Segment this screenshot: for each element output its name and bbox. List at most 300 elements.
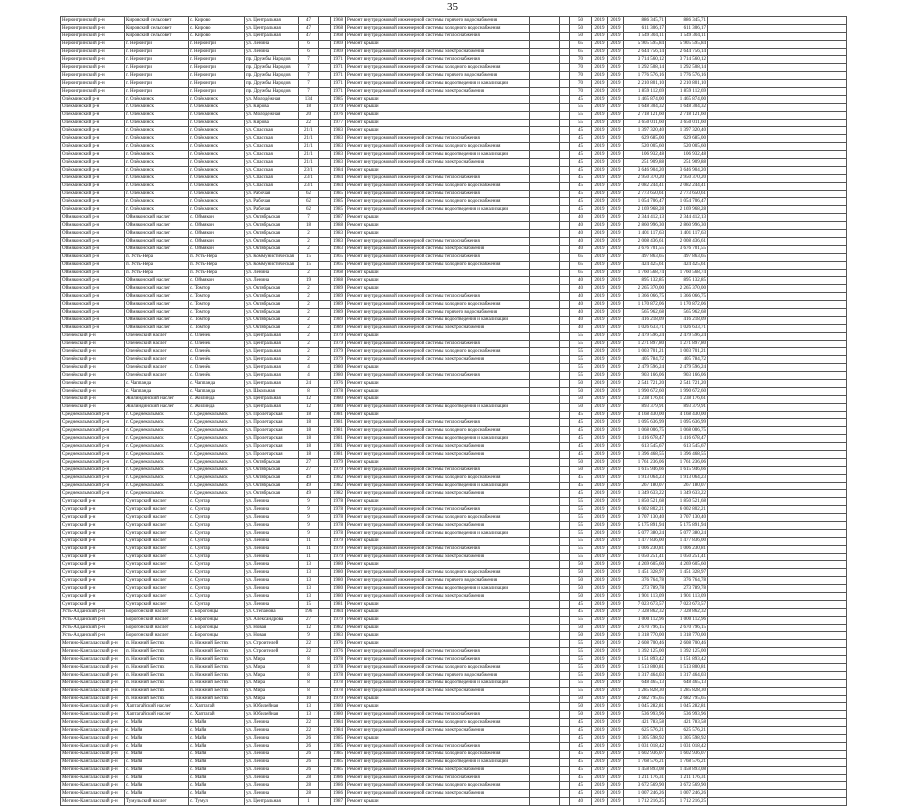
cell-col-9	[530, 585, 560, 593]
cell-cost-fund: 6 002 802,21	[666, 506, 708, 514]
cell-settlement: Оймяконский наслег	[125, 324, 189, 332]
cell-col-9	[530, 348, 560, 356]
cell-col-11: 50	[570, 395, 592, 403]
cell-settlement: г. Олёкминск	[125, 166, 189, 174]
cell-year-built: 1980	[331, 711, 346, 719]
cell-year-built: 1985	[331, 198, 346, 206]
cell-year-start: 2019	[592, 474, 608, 482]
cell-cost-fund: 2 479 596,24	[666, 332, 708, 340]
cell-year-end: 2019	[608, 119, 624, 127]
table-row	[61, 245, 847, 253]
cell-settlement: г. Олёкминск	[125, 95, 189, 103]
cell-col-10	[560, 56, 570, 64]
cell-col-11: 55	[570, 356, 592, 364]
cell-settlement: с. Майя	[125, 735, 189, 743]
cell-settlement: п. Нижний Бестях	[125, 640, 189, 648]
cell-cost-total: 1 285 828,30	[624, 687, 666, 695]
cell-settlement: Кировский сельсовет	[125, 32, 189, 40]
cell-cost-total: 1 151 893,42	[624, 656, 666, 664]
cell-street: ул. Центральная	[245, 17, 299, 25]
cell-municipal-district: Мегино-Кангаласский р-н	[61, 671, 125, 679]
cell-settlement: г. Нерюнгри	[125, 56, 189, 64]
cell-col-11: 55	[570, 529, 592, 537]
cell-col-16	[708, 119, 847, 127]
cell-col-11: 40	[570, 308, 592, 316]
cell-year-built: 1965	[331, 261, 346, 269]
cell-locality: с. Сунтар	[189, 522, 245, 530]
cell-year-built: 1983	[331, 230, 346, 238]
table-row	[61, 48, 847, 56]
cell-locality: с. Сунтар	[189, 585, 245, 593]
cell-cost-fund: 1 859 112,69	[666, 88, 708, 96]
cell-street: ул. Ленина	[245, 545, 299, 553]
cell-year-start: 2019	[592, 664, 608, 672]
table-row	[61, 671, 847, 679]
cell-col-16	[708, 537, 847, 545]
cell-settlement: Оймяконский наслег	[125, 222, 189, 230]
cell-year-built: 1980	[331, 585, 346, 593]
cell-col-9	[530, 56, 560, 64]
cell-building	[319, 151, 331, 159]
cell-col-9	[530, 40, 560, 48]
cell-col-10	[560, 135, 570, 143]
cell-house-number: 62	[299, 206, 319, 214]
cell-year-start: 2019	[592, 593, 608, 601]
cell-settlement: Сунтарский наслег	[125, 537, 189, 545]
cell-work-type: Ремонт внутридомовой инженерной системы теплоснабжения	[346, 32, 530, 40]
table-row	[61, 640, 847, 648]
cell-settlement: Сунтарский наслег	[125, 545, 189, 553]
cell-cost-total: 1 602 936,07	[624, 750, 666, 758]
cell-year-start: 2019	[592, 735, 608, 743]
cell-house-number: 18	[299, 450, 319, 458]
cell-building	[319, 269, 331, 277]
cell-municipal-district: Усть-Алданский р-н	[61, 624, 125, 632]
cell-col-10	[560, 308, 570, 316]
cell-building	[319, 245, 331, 253]
cell-municipal-district: Мегино-Кангаласский р-н	[61, 640, 125, 648]
cell-locality: г. Олёкминск	[189, 206, 245, 214]
cell-cost-total: 1 416 678,47	[624, 435, 666, 443]
cell-col-16	[708, 474, 847, 482]
cell-locality: с. Томтор	[189, 324, 245, 332]
cell-settlement: г. Среднеколымск	[125, 419, 189, 427]
cell-year-start: 2019	[592, 766, 608, 774]
cell-cost-total: 2 608 700,46	[624, 640, 666, 648]
cell-col-10	[560, 332, 570, 340]
cell-year-end: 2019	[608, 798, 624, 806]
cell-col-16	[708, 80, 847, 88]
cell-street: ул. Октябрьская	[245, 245, 299, 253]
cell-cost-total: 1 271 897,80	[624, 340, 666, 348]
table-row	[61, 742, 847, 750]
cell-col-10	[560, 88, 570, 96]
cell-cost-total: 1 397 320,40	[624, 127, 666, 135]
cell-street: ул. Ленина	[245, 742, 299, 750]
cell-col-10	[560, 301, 570, 309]
cell-col-10	[560, 48, 570, 56]
cell-year-built: 1982	[331, 624, 346, 632]
table-row	[61, 324, 847, 332]
cell-building	[319, 166, 331, 174]
cell-col-9	[530, 198, 560, 206]
cell-house-number: 49	[299, 490, 319, 498]
cell-col-9	[530, 703, 560, 711]
table-row	[61, 711, 847, 719]
cell-work-type: Ремонт внутридомовой инженерной системы электроснабжения	[346, 48, 530, 56]
cell-cost-fund: 424 425,61	[666, 261, 708, 269]
cell-col-9	[530, 32, 560, 40]
cell-year-end: 2019	[608, 308, 624, 316]
cell-work-type: Ремонт крыши	[346, 703, 530, 711]
cell-work-type: Ремонт внутридомовой инженерной системы водоотведения и канализации	[346, 206, 530, 214]
cell-building	[319, 261, 331, 269]
cell-year-start: 2019	[592, 348, 608, 356]
cell-building	[319, 750, 331, 758]
cell-street: ул. Новая	[245, 624, 299, 632]
cell-building	[319, 742, 331, 750]
cell-col-16	[708, 616, 847, 624]
cell-work-type: Ремонт внутридомовой инженерной системы электроснабжения	[346, 450, 530, 458]
cell-street: ул. Центральная	[245, 356, 299, 364]
cell-municipal-district: Среднеколымский р-н	[61, 482, 125, 490]
cell-work-type: Ремонт внутридомовой инженерной системы электроснабжения	[346, 356, 530, 364]
cell-locality: с. Майя	[189, 727, 245, 735]
cell-locality: г. Среднеколымск	[189, 458, 245, 466]
cell-col-9	[530, 766, 560, 774]
cell-year-start: 2019	[592, 174, 608, 182]
cell-col-16	[708, 245, 847, 253]
cell-col-9	[530, 17, 560, 25]
cell-year-start: 2019	[592, 245, 608, 253]
cell-settlement: с. Майя	[125, 790, 189, 798]
cell-year-start: 2019	[592, 332, 608, 340]
cell-building	[319, 506, 331, 514]
table-row	[61, 95, 847, 103]
cell-street: ул. Ленина	[245, 782, 299, 790]
cell-building	[319, 798, 331, 806]
cell-col-11: 50	[570, 711, 592, 719]
cell-col-16	[708, 443, 847, 451]
cell-building	[319, 632, 331, 640]
cell-cost-total: 1 292 508,14	[624, 64, 666, 72]
table-row	[61, 103, 847, 111]
cell-col-10	[560, 664, 570, 672]
cell-municipal-district: Олёкминский р-н	[61, 95, 125, 103]
cell-house-number: 4	[299, 372, 319, 380]
cell-year-end: 2019	[608, 656, 624, 664]
cell-year-end: 2019	[608, 506, 624, 514]
cell-col-16	[708, 269, 847, 277]
cell-col-10	[560, 427, 570, 435]
cell-locality: п. Нижний Бестях	[189, 648, 245, 656]
cell-col-11: 45	[570, 135, 592, 143]
cell-settlement: г. Нерюнгри	[125, 48, 189, 56]
cell-work-type: Ремонт крыши	[346, 214, 530, 222]
cell-col-10	[560, 372, 570, 380]
cell-cost-fund: 3 672 569,90	[666, 782, 708, 790]
cell-locality: с. Борогонцы	[189, 624, 245, 632]
cell-year-end: 2019	[608, 443, 624, 451]
cell-col-16	[708, 711, 847, 719]
cell-year-start: 2019	[592, 214, 608, 222]
cell-work-type: Ремонт крыши	[346, 616, 530, 624]
cell-year-end: 2019	[608, 316, 624, 324]
cell-municipal-district: Оймяконский р-н	[61, 316, 125, 324]
cell-locality: с. Жилинда	[189, 395, 245, 403]
cell-year-built: 1971	[331, 56, 346, 64]
cell-year-end: 2019	[608, 790, 624, 798]
cell-municipal-district: Мегино-Кангаласский р-н	[61, 742, 125, 750]
cell-year-built: 1980	[331, 593, 346, 601]
cell-building	[319, 387, 331, 395]
cell-year-start: 2019	[592, 443, 608, 451]
cell-col-9	[530, 427, 560, 435]
cell-house-number: 23/1	[299, 174, 319, 182]
cell-cost-total: 2 860 996,30	[624, 222, 666, 230]
cell-cost-fund: 903 166,06	[666, 372, 708, 380]
cell-cost-fund: 1 776 576,16	[666, 72, 708, 80]
cell-cost-total: 1 396 468,55	[624, 450, 666, 458]
cell-year-end: 2019	[608, 64, 624, 72]
cell-col-9	[530, 230, 560, 238]
cell-house-number: 22	[299, 648, 319, 656]
table-row	[61, 498, 847, 506]
cell-year-built: 1981	[331, 411, 346, 419]
cell-work-type: Ремонт крыши	[346, 624, 530, 632]
cell-col-11: 50	[570, 17, 592, 25]
cell-locality: г. Олёкминск	[189, 111, 245, 119]
cell-col-10	[560, 727, 570, 735]
cell-col-11: 45	[570, 443, 592, 451]
cell-street: ул. Спасская	[245, 127, 299, 135]
cell-municipal-district: Нерюнгринский р-н	[61, 72, 125, 80]
cell-locality: с. Сунтар	[189, 498, 245, 506]
cell-col-9	[530, 466, 560, 474]
cell-year-built: 1971	[331, 80, 346, 88]
cell-col-11: 45	[570, 159, 592, 167]
cell-year-start: 2019	[592, 490, 608, 498]
cell-cost-fund: 1 615 946,66	[666, 466, 708, 474]
cell-col-11: 55	[570, 348, 592, 356]
cell-municipal-district: Олёкминский р-н	[61, 190, 125, 198]
cell-building	[319, 143, 331, 151]
cell-col-16	[708, 466, 847, 474]
cell-year-end: 2019	[608, 17, 624, 25]
cell-col-10	[560, 269, 570, 277]
cell-year-built: 1981	[331, 427, 346, 435]
cell-year-start: 2019	[592, 648, 608, 656]
cell-house-number: 9	[299, 632, 319, 640]
cell-year-end: 2019	[608, 545, 624, 553]
cell-year-end: 2019	[608, 348, 624, 356]
cell-house-number: 9	[299, 506, 319, 514]
cell-municipal-district: Сунтарский р-н	[61, 593, 125, 601]
cell-building	[319, 379, 331, 387]
cell-year-built: 1978	[331, 687, 346, 695]
cell-cost-total: 2 718 121,60	[624, 111, 666, 119]
cell-street: ул. Октябрьская	[245, 301, 299, 309]
cell-col-9	[530, 206, 560, 214]
cell-municipal-district: Мегино-Кангаласский р-н	[61, 798, 125, 806]
cell-col-11: 55	[570, 111, 592, 119]
cell-settlement: Сунтарский наслег	[125, 600, 189, 608]
cell-year-built: 1981	[331, 600, 346, 608]
cell-building	[319, 340, 331, 348]
cell-year-start: 2019	[592, 458, 608, 466]
cell-col-9	[530, 569, 560, 577]
cell-municipal-district: Оленёкский р-н	[61, 372, 125, 380]
cell-locality: г. Среднеколымск	[189, 443, 245, 451]
table-row	[61, 316, 847, 324]
cell-building	[319, 95, 331, 103]
cell-municipal-district: Сунтарский р-н	[61, 506, 125, 514]
table-row	[61, 616, 847, 624]
cell-col-11: 55	[570, 364, 592, 372]
cell-settlement: Оймяконский наслег	[125, 214, 189, 222]
cell-year-built: 1971	[331, 72, 346, 80]
cell-col-10	[560, 24, 570, 32]
cell-settlement: Сунтарский наслег	[125, 529, 189, 537]
cell-work-type: Ремонт крыши	[346, 364, 530, 372]
cell-col-11: 40	[570, 316, 592, 324]
cell-cost-total: 1 458 893,08	[624, 766, 666, 774]
cell-year-end: 2019	[608, 395, 624, 403]
cell-col-16	[708, 419, 847, 427]
cell-municipal-district: Олёкминский р-н	[61, 151, 125, 159]
cell-building	[319, 671, 331, 679]
cell-col-10	[560, 72, 570, 80]
cell-house-number: 22	[299, 640, 319, 648]
cell-cost-total: 1 913 064,23	[624, 474, 666, 482]
cell-building	[319, 561, 331, 569]
cell-work-type: Ремонт внутридомовой инженерной системы водоотведения и канализации	[346, 529, 530, 537]
table-row	[61, 356, 847, 364]
cell-cost-fund: 520 005,60	[666, 143, 708, 151]
cell-locality: г. Нерюнгри	[189, 48, 245, 56]
cell-cost-fund: 5 905 595,84	[666, 40, 708, 48]
cell-municipal-district: Сунтарский р-н	[61, 577, 125, 585]
cell-year-end: 2019	[608, 758, 624, 766]
cell-building	[319, 687, 331, 695]
cell-col-16	[708, 632, 847, 640]
cell-year-end: 2019	[608, 214, 624, 222]
cell-year-end: 2019	[608, 466, 624, 474]
cell-settlement: Хаптагайский наслег	[125, 711, 189, 719]
cell-col-16	[708, 64, 847, 72]
cell-cost-fund: 3 676 701,55	[666, 245, 708, 253]
table-row	[61, 88, 847, 96]
cell-year-end: 2019	[608, 529, 624, 537]
cell-year-built: 1971	[331, 88, 346, 96]
cell-locality: с. Майя	[189, 790, 245, 798]
cell-col-16	[708, 214, 847, 222]
cell-locality: с. Оленёк	[189, 372, 245, 380]
table-row	[61, 774, 847, 782]
cell-cost-total: 1 901 113,09	[624, 593, 666, 601]
cell-work-type: Ремонт внутридомовой инженерной системы горячего водоснабжения	[346, 17, 530, 25]
cell-col-10	[560, 32, 570, 40]
cell-settlement: с. Майя	[125, 750, 189, 758]
cell-col-11: 55	[570, 537, 592, 545]
cell-col-11: 50	[570, 624, 592, 632]
cell-work-type: Ремонт крыши	[346, 95, 530, 103]
cell-municipal-district: Олёкминский р-н	[61, 206, 125, 214]
cell-settlement: Сунтарский наслег	[125, 514, 189, 522]
cell-year-built: 1989	[331, 301, 346, 309]
cell-cost-fund: 1 305 598,92	[666, 735, 708, 743]
cell-work-type: Ремонт крыши	[346, 387, 530, 395]
cell-col-11: 55	[570, 616, 592, 624]
cell-col-11: 70	[570, 64, 592, 72]
cell-street: ул. Коммунистическая	[245, 253, 299, 261]
cell-col-16	[708, 624, 847, 632]
cell-year-built: 1982	[331, 490, 346, 498]
cell-locality: п. Нижний Бестях	[189, 640, 245, 648]
cell-year-end: 2019	[608, 711, 624, 719]
table-row	[61, 506, 847, 514]
cell-col-10	[560, 419, 570, 427]
cell-cost-total: 1 513 800,81	[624, 664, 666, 672]
table-row	[61, 340, 847, 348]
cell-year-start: 2019	[592, 159, 608, 167]
cell-street: ул. Мира	[245, 679, 299, 687]
cell-year-start: 2019	[592, 190, 608, 198]
cell-locality: с. Майя	[189, 758, 245, 766]
cell-col-9	[530, 64, 560, 72]
cell-cost-total: 416 218,09	[624, 316, 666, 324]
cell-settlement: п. Нижний Бестях	[125, 687, 189, 695]
cell-year-start: 2019	[592, 640, 608, 648]
table-row	[61, 151, 847, 159]
cell-settlement: г. Среднеколымск	[125, 450, 189, 458]
cell-col-11: 40	[570, 230, 592, 238]
cell-cost-total: 629 685,00	[624, 135, 666, 143]
cell-municipal-district: Мегино-Кангаласский р-н	[61, 648, 125, 656]
cell-col-16	[708, 111, 847, 119]
cell-year-start: 2019	[592, 727, 608, 735]
cell-building	[319, 664, 331, 672]
cell-building	[319, 253, 331, 261]
table-row	[61, 435, 847, 443]
cell-work-type: Ремонт крыши	[346, 735, 530, 743]
cell-locality: г. Среднеколымск	[189, 411, 245, 419]
table-row	[61, 348, 847, 356]
cell-year-start: 2019	[592, 372, 608, 380]
cell-building	[319, 790, 331, 798]
cell-street: ул. Ленина	[245, 537, 299, 545]
cell-cost-total: 7 328 862,32	[624, 608, 666, 616]
cell-year-start: 2019	[592, 427, 608, 435]
cell-building	[319, 522, 331, 530]
cell-cost-fund: 1 151 893,42	[666, 656, 708, 664]
cell-col-9	[530, 269, 560, 277]
table-row	[61, 277, 847, 285]
cell-year-end: 2019	[608, 364, 624, 372]
cell-col-10	[560, 585, 570, 593]
cell-col-16	[708, 324, 847, 332]
cell-cost-total: 903 166,06	[624, 372, 666, 380]
cell-col-11: 40	[570, 293, 592, 301]
cell-building	[319, 656, 331, 664]
cell-street: ул. Ленина	[245, 553, 299, 561]
cell-locality: г. Среднеколымск	[189, 466, 245, 474]
cell-col-16	[708, 427, 847, 435]
table-row	[61, 293, 847, 301]
cell-col-9	[530, 127, 560, 135]
cell-house-number: 11	[299, 545, 319, 553]
cell-municipal-district: Среднеколымский р-н	[61, 419, 125, 427]
